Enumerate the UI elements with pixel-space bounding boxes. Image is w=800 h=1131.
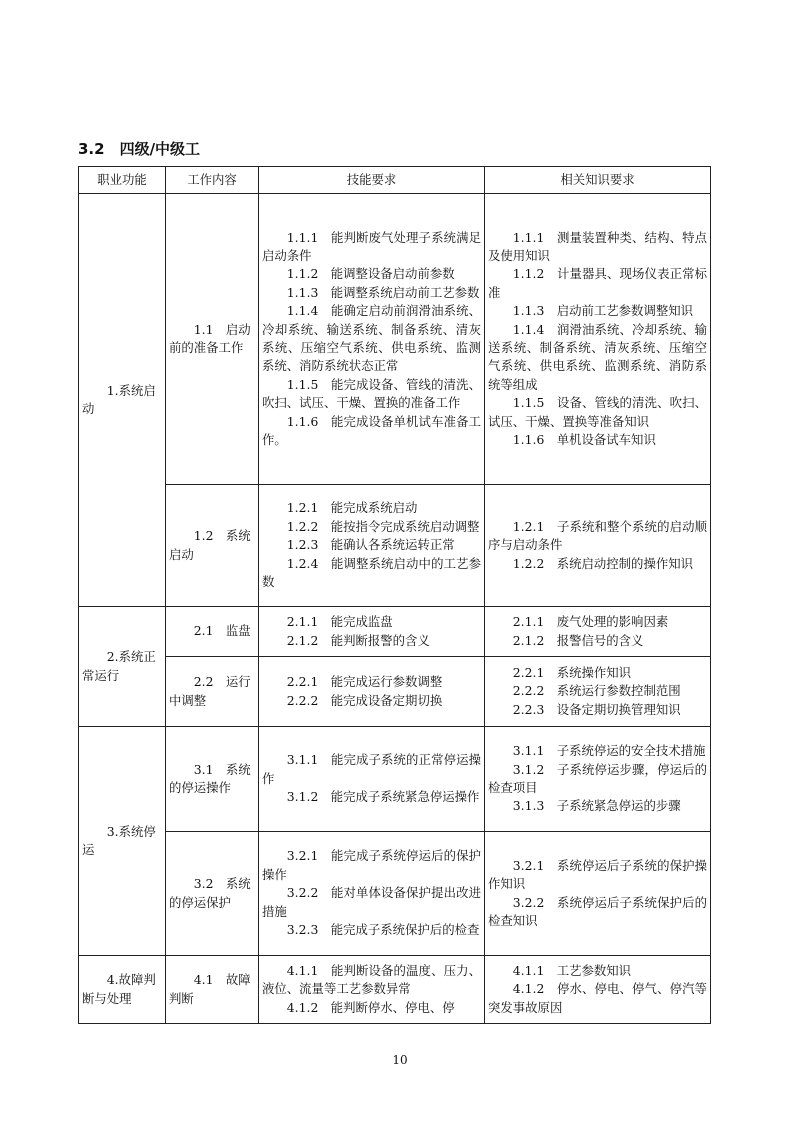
knowledge-cell: 1.2.1 子系统和整个系统的启动顺序与启动条件 1.2.2 系统启动控制的操作知识 (485, 485, 711, 607)
work-content-cell: 3.2 系统的停运保护 (166, 832, 259, 956)
table-row (79, 832, 711, 956)
section-heading: 3.2 四级/中级工 (78, 140, 201, 158)
work-content-cell: 2.1 监盘 (166, 607, 259, 657)
work-content-cell: 4.1 故障判断 (166, 956, 259, 1024)
skills-cell: 2.2.1 能完成运行参数调整 2.2.2 能完成设备定期切换 (259, 657, 485, 727)
skills-cell: 3.2.1 能完成子系统停运后的保护操作 3.2.2 能对单体设备保护提出改进措施 3.2.3 能完成子系统保护后的检查 (259, 832, 485, 956)
work-content-cell: 1.2 系统启动 (166, 485, 259, 607)
skill-requirements-table (78, 166, 711, 1024)
header-skill-requirements: 技能要求 (259, 167, 485, 194)
function-cell: 3.系统停运 (79, 727, 166, 956)
skills-cell: 4.1.1 能判断设备的温度、压力、液位、流量等工艺参数异常 4.1.2 能判断停水、停电、停 (259, 956, 485, 1024)
header-knowledge-requirements: 相关知识要求 (485, 167, 711, 194)
knowledge-cell: 2.2.1 系统操作知识 2.2.2 系统运行参数控制范围 2.2.3 设备定期切换管理知识 (485, 657, 711, 727)
knowledge-cell: 1.1.1 测量装置种类、结构、特点及使用知识 1.1.2 计量器具、现场仪表正常标准 1.1.3 启动前工艺参数调整知识 1.1.4 润滑油系统、冷却系统、输送系统、制备系统、清灰系统、压缩空气系统、供电系统、监测系统、消防系统等组成 1.1.5 设备、管线的清洗、吹扫、试压、干燥、置换等准备知识 1.1.6 单机设备试车知识 (485, 194, 711, 485)
function-cell: 2.系统正常运行 (79, 607, 166, 727)
table-row (79, 727, 711, 832)
table-header-row (79, 167, 711, 194)
skills-cell: 2.1.1 能完成监盘 2.1.2 能判断报警的含义 (259, 607, 485, 657)
knowledge-cell: 2.1.1 废气处理的影响因素 2.1.2 报警信号的含义 (485, 607, 711, 657)
knowledge-cell: 3.1.1 子系统停运的安全技术措施 3.1.2 子系统停运步骤，停运后的检查项目 3.1.3 子系统紧急停运的步骤 (485, 727, 711, 832)
skills-cell: 1.1.1 能判断废气处理子系统满足启动条件 1.1.2 能调整设备启动前参数 1.1.3 能调整系统启动前工艺参数 1.1.4 能确定启动前润滑油系统、冷却系统、输送系统、制备系统、清灰系统、压缩空气系统、供电系统、监测系统、消防系统状态正常 1.1.5 能完成设备、管线的清洗、吹扫、试压、干燥、置换的准备工作 1.1.6 能完成设备单机试车准备工作。 (259, 194, 485, 485)
skills-cell: 1.2.1 能完成系统启动 1.2.2 能按指令完成系统启动调整 1.2.3 能确认各系统运转正常 1.2.4 能调整系统启动中的工艺参数 (259, 485, 485, 607)
work-content-cell: 3.1 系统的停运操作 (166, 727, 259, 832)
table-row (79, 485, 711, 607)
table-row (79, 194, 711, 485)
skills-cell: 3.1.1 能完成子系统的正常停运操作 3.1.2 能完成子系统紧急停运操作 (259, 727, 485, 832)
header-function: 职业功能 (79, 167, 166, 194)
work-content-cell: 1.1 启动前的准备工作 (166, 194, 259, 485)
function-cell: 1.系统启动 (79, 194, 166, 607)
table-row (79, 657, 711, 727)
page-number: 10 (392, 1053, 408, 1067)
table-row (79, 956, 711, 1024)
knowledge-cell: 4.1.1 工艺参数知识 4.1.2 停水、停电、停气、停汽等突发事故原因 (485, 956, 711, 1024)
knowledge-cell: 3.2.1 系统停运后子系统的保护操作知识 3.2.2 系统停运后子系统保护后的检查知识 (485, 832, 711, 956)
table-row (79, 607, 711, 657)
work-content-cell: 2.2 运行中调整 (166, 657, 259, 727)
header-work-content: 工作内容 (166, 167, 259, 194)
function-cell: 4.故障判断与处理 (79, 956, 166, 1024)
